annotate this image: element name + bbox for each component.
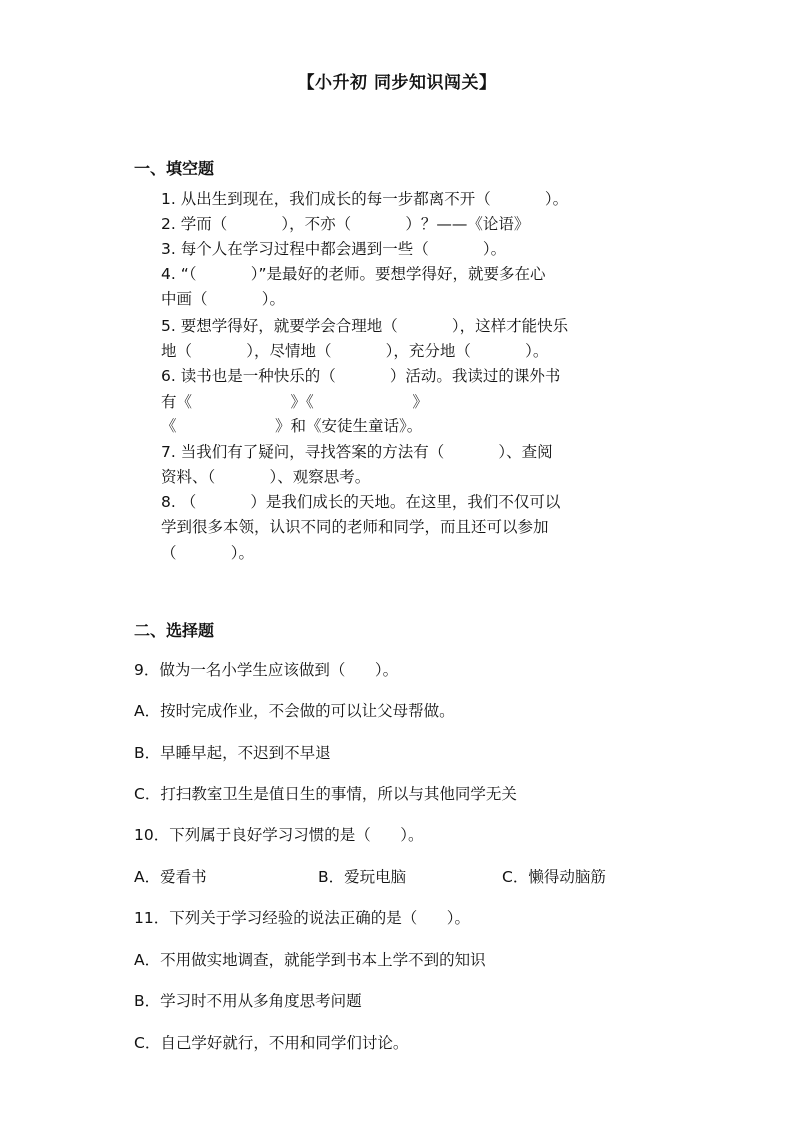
fill-line: 《 》和《安徒生童话》。 — [161, 417, 423, 435]
question-10-option-c: C．懒得动脑筋 — [502, 868, 606, 886]
fill-line: 资料、（ ）、观察思考。 — [161, 468, 371, 486]
question-9-stem: 9．做为一名小学生应该做到（ ）。 — [134, 661, 399, 679]
fill-line: 6. 读书也是一种快乐的（ ）活动。我读过的课外书 — [161, 367, 561, 385]
question-10-option-a: A．爱看书 — [134, 868, 207, 886]
fill-line: 1. 从出生到现在，我们成长的每一步都离不开（ ）。 — [161, 190, 569, 208]
fill-line: （ ）。 — [161, 544, 254, 562]
question-9-option-c: C．打扫教室卫生是值日生的事情，所以与其他同学无关 — [134, 785, 517, 803]
fill-line: 3. 每个人在学习过程中都会遇到一些（ ）。 — [161, 240, 507, 258]
question-9-option-b: B．早睡早起，不迟到不早退 — [134, 744, 331, 762]
fill-line: 学到很多本领，认识不同的老师和同学，而且还可以参加 — [161, 518, 549, 536]
fill-line: 有《 》《 》 — [161, 393, 428, 411]
fill-line: 5. 要想学得好，就要学会合理地（ ），这样才能快乐 — [161, 317, 569, 335]
fill-line: 中画（ ）。 — [161, 290, 285, 308]
question-11-option-b: B．学习时不用从多角度思考问题 — [134, 992, 362, 1010]
fill-line: 7. 当我们有了疑问，寻找答案的方法有（ ）、查阅 — [161, 443, 553, 461]
question-10-stem: 10．下列属于良好学习习惯的是（ ）。 — [134, 826, 424, 844]
fill-line: 2. 学而（ ），不亦（ ）？——《论语》 — [161, 215, 530, 233]
fill-line: 8. （ ）是我们成长的天地。在这里，我们不仅可以 — [161, 493, 561, 511]
section-heading-fill-blanks: 一、填空题 — [134, 159, 215, 178]
section-heading-multiple-choice: 二、选择题 — [134, 621, 215, 640]
fill-line: 地（ ），尽情地（ ），充分地（ ）。 — [161, 342, 549, 360]
question-11-option-c: C．自己学好就行，不用和同学们讨论。 — [134, 1034, 409, 1052]
question-10-option-b: B．爱玩电脑 — [318, 868, 407, 886]
question-9-option-a: A．按时完成作业，不会做的可以让父母帮做。 — [134, 702, 455, 720]
question-11-stem: 11．下列关于学习经验的说法正确的是（ ）。 — [134, 909, 471, 927]
page-title: 【小升初 同步知识闯关】 — [297, 73, 497, 93]
fill-line: 4. “（ ）”是最好的老师。要想学得好，就要多在心 — [161, 265, 546, 283]
question-11-option-a: A．不用做实地调查，就能学到书本上学不到的知识 — [134, 951, 486, 969]
